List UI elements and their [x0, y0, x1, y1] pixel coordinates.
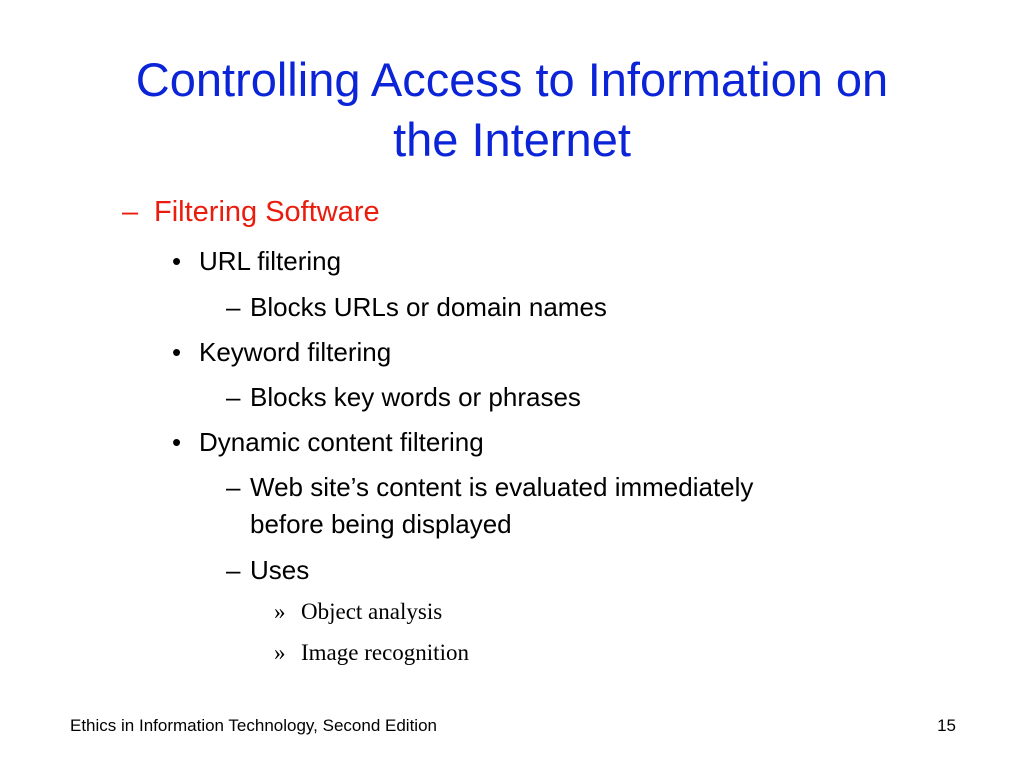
bullet-content-evaluated-continued: [250, 509, 512, 540]
dash-marker: –: [226, 472, 241, 502]
bullet-marker: •: [172, 337, 182, 367]
dash-marker: –: [226, 292, 241, 322]
dash-marker: –: [226, 382, 241, 412]
bullet-blocks-keywords: [226, 382, 581, 413]
bullet-text: Keyword filtering: [199, 337, 392, 367]
bullet-text: Image recognition: [301, 640, 469, 665]
bullet-url-filtering: [172, 246, 341, 277]
bullet-text: before being displayed: [250, 509, 512, 539]
bullet-marker: •: [172, 246, 182, 276]
bullet-text: Filtering Software: [154, 196, 380, 228]
bullet-text: URL filtering: [199, 246, 342, 276]
slide-number: 15: [937, 716, 956, 735]
raquo-marker: »: [274, 640, 286, 665]
bullet-object-analysis: [274, 599, 442, 625]
dash-marker: –: [122, 196, 139, 228]
title-line-1: Controlling Access to Information on: [135, 53, 889, 106]
bullet-text: Dynamic content filtering: [199, 427, 484, 457]
bullet-keyword-filtering: [172, 337, 391, 368]
bullet-text: Blocks key words or phrases: [250, 382, 581, 412]
bullet-image-recognition: [274, 640, 469, 666]
bullet-text: Uses: [250, 555, 310, 585]
slide-title: [60, 50, 964, 170]
raquo-marker: »: [274, 599, 286, 624]
bullet-text: Web site’s content is evaluated immediately: [250, 472, 754, 502]
bullet-marker: •: [172, 427, 182, 457]
footer-book-title: Ethics in Information Technology, Second Edition: [70, 716, 437, 735]
bullet-content-evaluated: [226, 472, 753, 503]
bullet-filtering-software: [122, 196, 380, 229]
bullet-text: Object analysis: [301, 599, 443, 624]
bullet-blocks-urls: [226, 292, 607, 323]
bullet-dynamic-filtering: [172, 427, 484, 458]
bullet-text: Blocks URLs or domain names: [250, 292, 607, 322]
bullet-uses: [226, 555, 309, 586]
title-line-2: the Internet: [393, 113, 631, 166]
dash-marker: –: [226, 555, 241, 585]
